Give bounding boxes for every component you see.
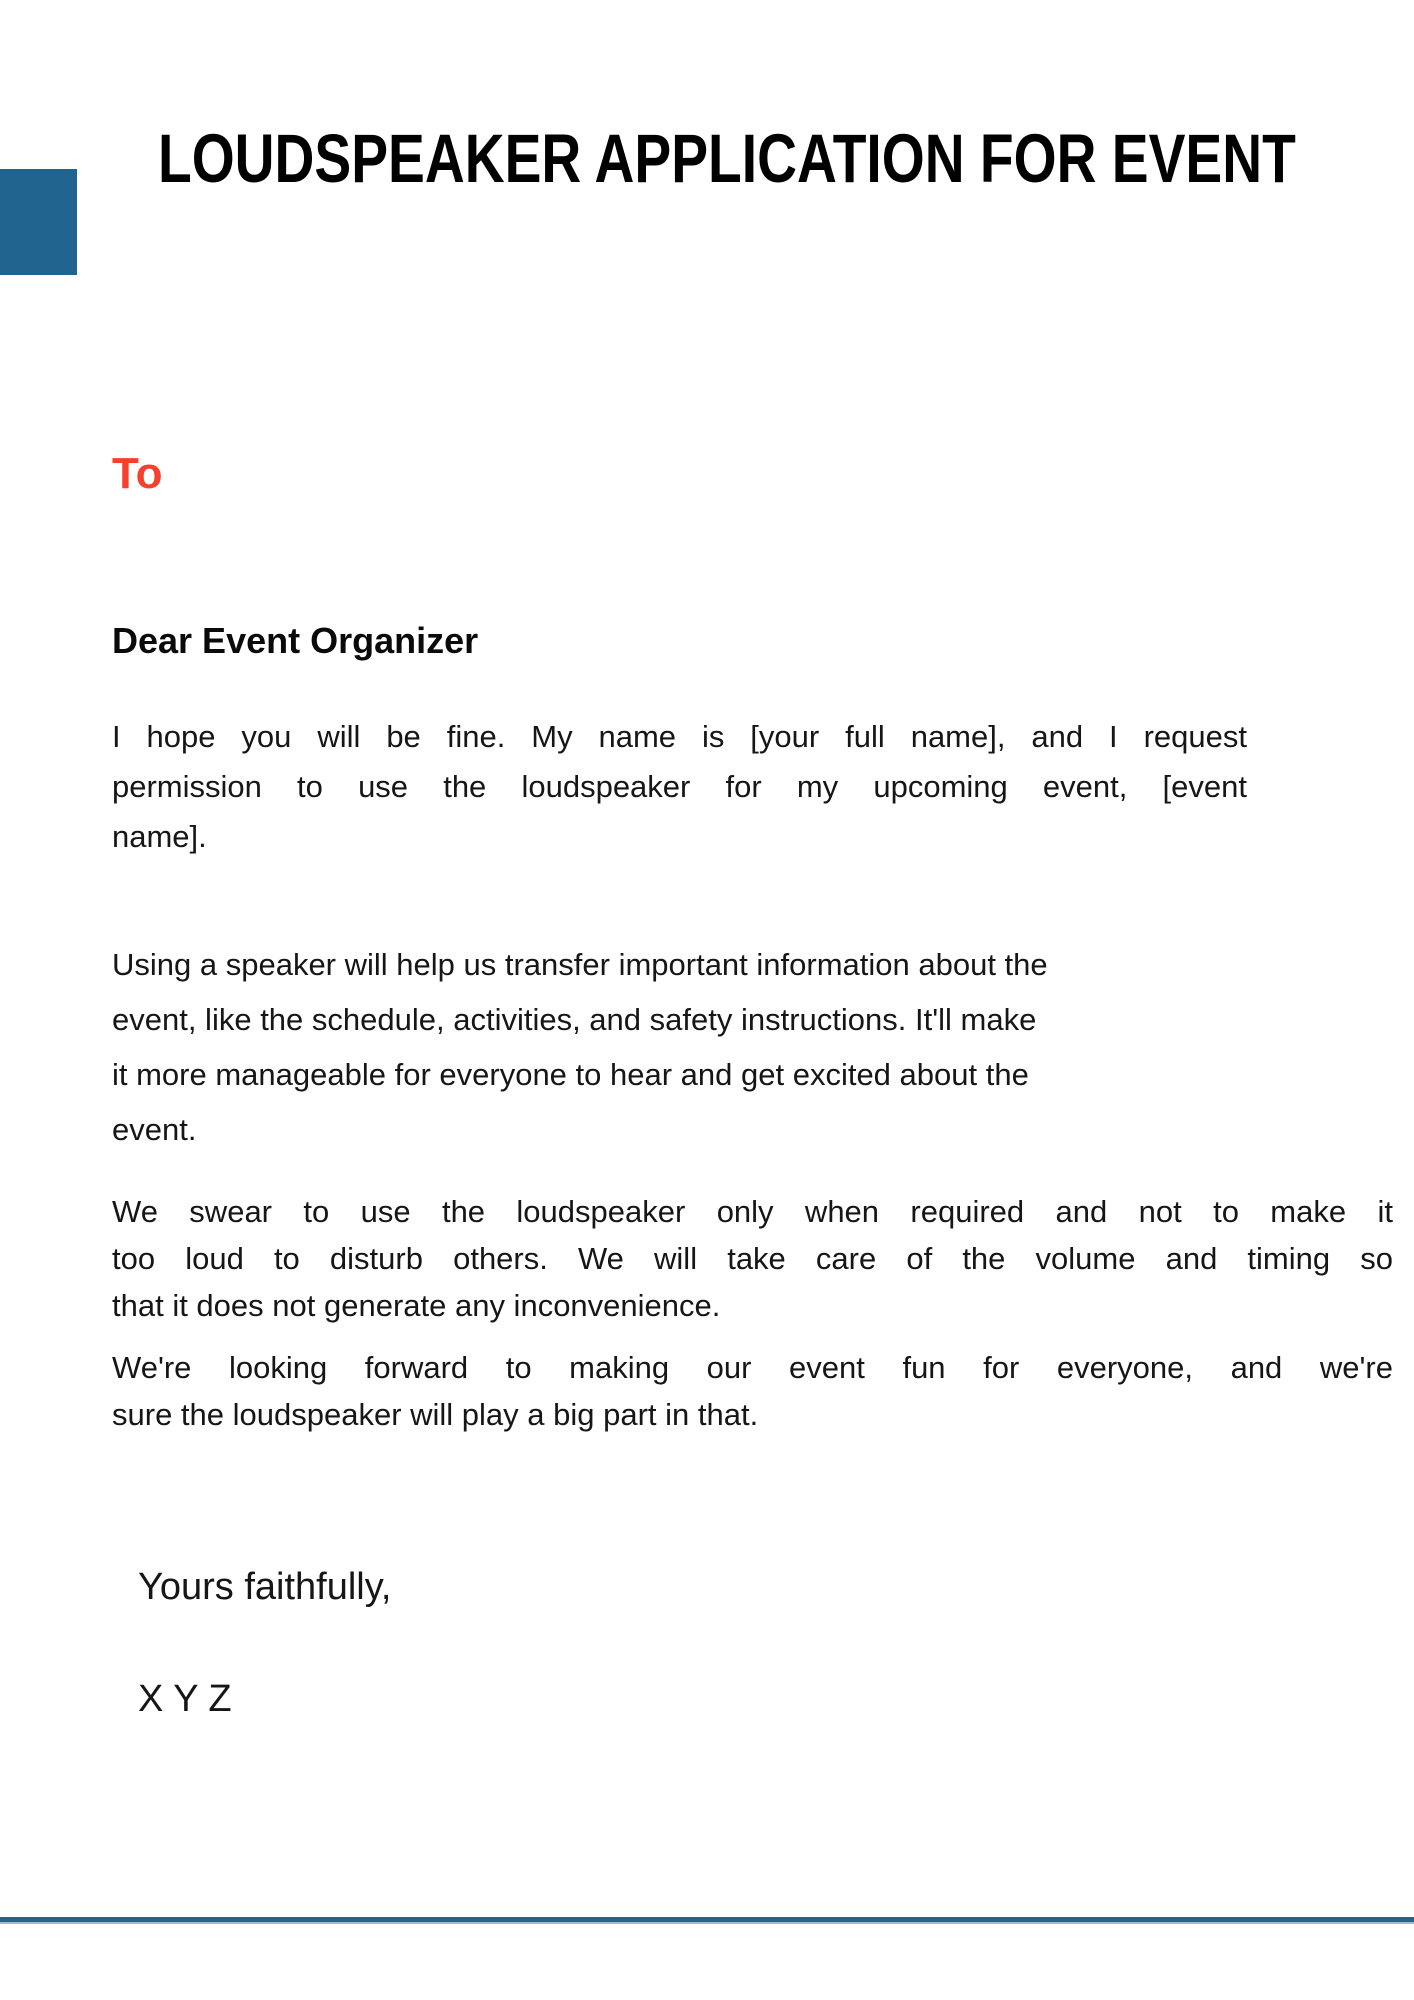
salutation: Dear Event Organizer xyxy=(112,620,479,661)
valediction: Yours faithfully, xyxy=(138,1566,392,1608)
paragraph-line: that it does not generate any inconvenience. xyxy=(112,1288,721,1323)
body-paragraph-4 xyxy=(112,1344,1393,1438)
paragraph-line: I hope you will be fine. My name is [your full name], and I request xyxy=(112,719,1247,754)
paragraph-line: sure the loudspeaker will play a big part in that. xyxy=(112,1397,759,1432)
body-paragraph-3 xyxy=(112,1188,1393,1329)
bottom-divider-highlight xyxy=(0,1922,1414,1924)
paragraph-line: event, like the schedule, activities, and safety instructions. It'll make xyxy=(112,1002,1037,1037)
page-title: LOUDSPEAKER APPLICATION FOR EVENT xyxy=(158,120,1296,198)
accent-rectangle xyxy=(0,169,77,275)
body-paragraph-1 xyxy=(112,712,1247,862)
paragraph-line: name]. xyxy=(112,819,207,854)
body-paragraph-2 xyxy=(112,937,1252,1157)
paragraph-line: We swear to use the loudspeaker only when required and not to make it xyxy=(112,1194,1393,1229)
paragraph-line: We're looking forward to making our event fun for everyone, and we're xyxy=(112,1350,1393,1385)
paragraph-line: too loud to disturb others. We will take care of the volume and timing so xyxy=(112,1241,1393,1276)
paragraph-line: permission to use the loudspeaker for my upcoming event, [event xyxy=(112,769,1247,804)
paragraph-line: it more manageable for everyone to hear and get excited about the xyxy=(112,1057,1029,1092)
paragraph-line: event. xyxy=(112,1112,197,1147)
recipient-label: To xyxy=(112,449,163,498)
paragraph-line: Using a speaker will help us transfer important information about the xyxy=(112,947,1048,982)
signature: X Y Z xyxy=(138,1678,232,1720)
